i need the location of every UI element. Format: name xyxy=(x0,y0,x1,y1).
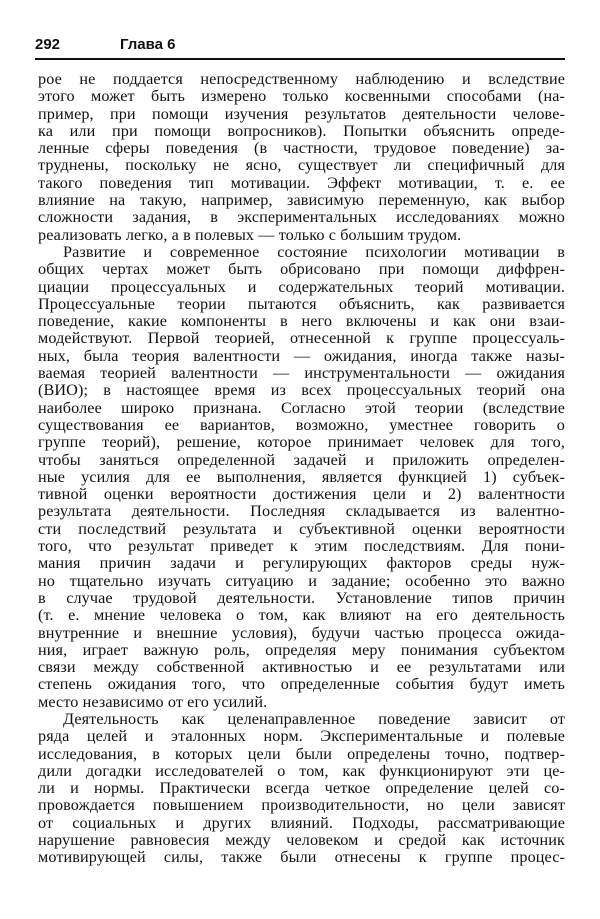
text-line: мания причин задачи и регулирующих факторов среды нуж- xyxy=(38,554,565,573)
paragraph xyxy=(38,244,565,711)
text-line: пример, при помощи изучения результатов деятельности челове- xyxy=(38,104,565,123)
text-line: общих чертах может быть обрисовано при помощи диффрен- xyxy=(38,260,565,279)
text-line: но тщательно изучать ситуацию и задание; особенно это важно xyxy=(38,571,565,590)
text-line: существования ее вариантов, возможно, уместнее говорить о xyxy=(38,415,565,434)
text-line: дили догадки исследователей о том, как функционируют эти це- xyxy=(38,761,565,780)
text-line: (т. е. мнение человека о том, как влияют на его деятельность xyxy=(38,606,565,625)
text-line: сложности задания, в экспериментальных исследованиях можно xyxy=(38,208,565,227)
text-line: реализовать легко, а в полевых — только с большим трудом. xyxy=(38,225,462,244)
text-line: Деятельность как целенаправленное поведение зависит от xyxy=(63,709,565,728)
text-line: Процессуальные теории пытаются объяснить, как развивается xyxy=(38,294,565,313)
text-line: такого поведения тип мотивации. Эффект мотивации, т. е. ее xyxy=(38,173,565,192)
text-line: связи между собственной активностью и ее результатами или xyxy=(38,658,565,677)
text-line: Развитие и современное состояние психологии мотивации в xyxy=(63,242,565,261)
text-line: исследования, в которых цели были определены точно, подтвер- xyxy=(38,744,565,763)
text-line: чтобы заняться определенной задачей и приложить определен- xyxy=(38,450,565,469)
text-line: рое не поддается непосредственному наблюдению и вследствие xyxy=(38,70,565,88)
text-line: ваемая теорией валентности — инструментальности — ожидания xyxy=(38,364,565,383)
paragraph xyxy=(38,711,565,867)
text-line: того, что результат приведет к этим последствиям. Для пони- xyxy=(38,537,565,556)
text-line: ных, была теория валентности — ожидания, иногда также назы- xyxy=(38,346,565,365)
text-line: в случае трудовой деятельности. Установление типов причин xyxy=(38,588,565,607)
text-line: поведение, какие компоненты в него включены и как они взаи- xyxy=(38,312,565,331)
text-line: ка или при помощи вопросников). Попытки объяснить опреде- xyxy=(38,121,565,140)
page-number: 292 xyxy=(35,36,61,53)
text-line: место независимо от его усилий. xyxy=(38,692,268,711)
paragraph xyxy=(38,71,565,244)
chapter-title: Глава 6 xyxy=(120,36,176,53)
text-line: сти последствий результата и субъективной оценки вероятности xyxy=(38,519,565,538)
text-line: провождается повышением производительности, но цели зависят xyxy=(38,796,565,815)
text-line: результата деятельности. Последняя складывается из валентно- xyxy=(38,502,565,521)
text-line: (ВИО); в настоящее время из всех процессуальных теорий она xyxy=(38,381,565,400)
text-line: тивной оценки вероятности достижения цели и 2) валентности xyxy=(38,485,565,504)
text-line: ли и нормы. Практически всегда четкое определение целей со- xyxy=(38,779,565,798)
text-line: ленные сферы поведения (в частности, трудовое поведение) за- xyxy=(38,139,565,158)
text-line: от социальных и других влияний. Подходы, рассматривающие xyxy=(38,813,565,832)
text-line: внутренние и внешние условия), будучи частью процесса ожида- xyxy=(38,623,565,642)
text-line: мотивирующей силы, также были отнесены к группе процес- xyxy=(38,848,565,867)
text-line: циации процессуальных и содержательных теорий мотивации. xyxy=(38,277,565,296)
text-line: труднены, поскольку не ясно, существует ли специфичный для xyxy=(38,156,565,175)
text-line: ряда целей и эталонных норм. Экспериментальные и полевые xyxy=(38,727,565,746)
text-line: наиболее широко признана. Согласно этой теории (вследствие xyxy=(38,398,565,417)
text-line: модействуют. Первой теорией, отнесенной к группе процессуаль- xyxy=(38,329,565,348)
text-line: этого может быть измерено только косвенными способами (на- xyxy=(38,87,565,106)
body-text xyxy=(38,71,565,867)
text-line: влияние на такую, например, зависимую переменную, как выбор xyxy=(38,191,565,210)
text-line: степень ожидания того, что определенные события будут иметь xyxy=(38,675,565,694)
running-header xyxy=(35,36,565,60)
text-line: группе теорий), решение, которое принимает человек для того, xyxy=(38,433,565,452)
text-line: ные усилия для ее выполнения, является функцией 1) субъек- xyxy=(38,467,565,486)
text-line: ния, играет важную роль, определяя меру понимания субъектом xyxy=(38,640,565,659)
text-line: нарушение равновесия между человеком и средой как источник xyxy=(38,831,565,850)
